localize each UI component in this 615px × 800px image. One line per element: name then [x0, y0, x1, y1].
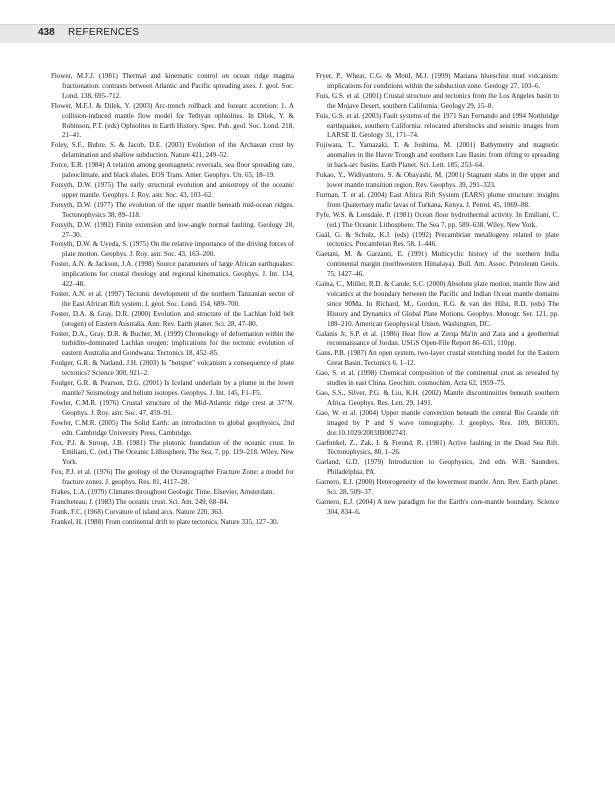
- reference-entry: Frank, F.C. (1968) Curvature of island arcs. Nature 220, 363.: [51, 507, 224, 516]
- reference-entry: Francheteau, J. (1983) The oceanic crust. Sci. Am. 249, 68–84.: [51, 497, 229, 506]
- reference-entry: Frankel, H. (1988) From continental drift to plate tectonics. Nature 335, 127–30.: [51, 517, 279, 526]
- reference-entry: Gao, S.S., Silver, P.G. & Liu, K.H. (2002) Mantle discontinuities beneath southern Africa. Geophys. Res. Lett. 29, 1491.: [316, 389, 559, 407]
- reference-entry: Garfunkel, Z., Zak, I. & Freund, R. (1981) Active faulting in the Dead Sea Rift. Tectonophysics, 80, 1–26.: [316, 438, 559, 457]
- reference-entry: Fox, P.J. et al. (1976) The geology of the Oceanographer Fracture Zone: a model for fracture zones. J. geophys. Res. 81, 4117–28.: [51, 468, 294, 487]
- reference-entry: Frakes, L.A. (1979) Climates throughout Geologic Time. Elsevier, Amsterdam.: [51, 488, 275, 497]
- reference-entry: Galanis Jr, S.P. et al. (1986) Heat flow at Zerqa Ma'in and Zara and a geothermal reconnaissance of Jordan. USGS Open-File Report 86–631, 110pp.: [316, 329, 559, 348]
- reference-entry: Foster, D.A. & Gray, D.R. (2000) Evolution and structure of the Lachlan fold belt (orogen) of Eastern Australia. Ann. Rev. Earth planet. Sci. 28, 47–80.: [51, 309, 294, 328]
- reference-entry: Fukao, Y., Widiyantoro, S. & Obayashi, M. (2001) Stagnant slabs in the upper and lower mantle transition region. Rev. Geophys. 39, 291–323.: [316, 171, 559, 189]
- references-right-column: [316, 72, 559, 518]
- reference-entry: Garnero, E.J. (2000) Heterogeneity of the lowermost mantle. Ann. Rev. Earth planet. Sci. 28, 509–37.: [316, 478, 559, 497]
- reference-entry: Garnero, E.J. (2004) A new paradigm for the Earth's core-mantle boundary. Science 304, 834–6.: [316, 497, 559, 516]
- reference-entry: Flower, M.F.J. & Dilek, Y. (2003) Arc-trench rollback and forearc accretion: 1. A collision-induced mantle flow model for Tethyan ophiolites. In Dilek, Y. & Robinson, P.T. (eds) Ophiolites in Earth History. Spec. Pub. geol. Soc. Lond. 218, 21–41.: [51, 101, 294, 140]
- references-left-column: [51, 72, 294, 528]
- reference-entry: Force, E.R. (1984) A relation among geomagnetic reversals, sea floor spreading rate, paleoclimate, and black shales. EOS Trans. Amer. Geophys. Un. 65, 18–19.: [51, 161, 294, 180]
- reference-entry: Gaetani, M. & Garzanti, E. (1991) Multicyclic history of the northern India continental margin (northwestern Himalaya). Bull. Am. Assoc. Petroleum Geols. 75, 1427–46.: [316, 250, 559, 279]
- reference-entry: Fyfe, W.S. & Lonsdale, P. (1981) Ocean floor hydrothermal activity. In Emiliani, C. (ed.) The Oceanic Lithosphere, The Sea 7, pp. 589–638. Wiley, New York.: [316, 210, 559, 229]
- reference-entry: Fryer, P., Wheat, C.G. & Mottl, M.J. (1999) Mariana blueschist mud volcanism: implications for conditions within the subduction zone. Geology 27, 103–6.: [316, 72, 559, 90]
- reference-entry: Forsyth, D.W. & Uyeda, S. (1975) On the relative importance of the driving forces of plate motion. Geophys. J. Roy. astr. Soc. 43, 163–200.: [51, 240, 294, 259]
- reference-entry: Foley, S.F., Buhre, S. & Jacob, D.E. (2003) Evolution of the Archaean crust by delamination and shallow subduction. Nature 421, 249–52.: [51, 141, 294, 160]
- reference-entry: Fujiwara, T., Yamazaki, T. & Joshima, M. (2001) Bathymetry and magnetic anomalies in the Havre Trough and southern Lau Basin: from rifting to spreading in back-arc basins. Earth Planet. Sci. Lett. 185, 253–64.: [316, 141, 559, 170]
- reference-entry: Foulger, G.R. & Natland, J.H. (2003) Is "hotspot" volcanism a consequence of plate tectonics? Science 300, 921–2.: [51, 359, 294, 378]
- reference-entry: Forsyth, D.W. (1975) The early structural evolution and anisotropy of the oceanic upper mantle. Geophys. J. Roy. astr. Soc. 43, 103–62.: [51, 180, 294, 199]
- reference-entry: Fowler, C.M.R. (2005) The Solid Earth: an introduction to global geophysics, 2nd edn. Cambridge University Press, Cambridge.: [51, 418, 294, 437]
- page-number: 438: [38, 27, 55, 38]
- reference-entry: Gans, P.B. (1987) An open system, two-layer crustal stretching model for the Eastern Great Basin. Tectonics 6, 1–12.: [316, 349, 559, 368]
- section-title: REFERENCES: [68, 27, 140, 38]
- reference-entry: Gao, S. et al. (1998) Chemical composition of the continental crust as revealed by studies in east China. Geochim. cosmochim. Acta 62, 1959–75.: [316, 369, 559, 388]
- reference-entry: Fox, P.J. & Stroup, J.B. (1981) The plutonic foundation of the oceanic crust. In Emiliani, C. (ed.) The Oceanic Lithosphere, The Sea, 7, pp. 119–218. Wiley, New York.: [51, 438, 294, 467]
- reference-entry: Foster, A.N. et al. (1997) Tectonic development of the northern Tanzanian sector of the East African Rift system. J. geol. Soc. Lond. 154, 689–700.: [51, 289, 294, 308]
- reference-entry: Fuis, G.S. et al. (2003) Fault systems of the 1971 San Fernando and 1994 Northridge earthquakes, southern California: relocated aftershocks and seismic images from LARSE II. Geology 31, 171–74.: [316, 111, 559, 140]
- reference-entry: Gaina, C., Müller, R.D. & Cande, S.C. (2000) Absolute plate motion, mantle flow and volcanics at the boundary between the Pacific and Indian Ocean mantle domains since 90Ma. In Richard, M., Gordon, R.G. & van der Hilst, R.D. (eds) The History and Dynamics of Global Plate Motions. Geophys. Monogr. Ser. 121, pp. 189–210. American Geophysical Union, Washington, DC.: [316, 280, 559, 328]
- reference-entry: Forsyth, D.W. (1992) Finite extension and low-angle normal faulting. Geology 20, 27–30.: [51, 220, 294, 239]
- reference-entry: Foster, D.A., Gray, D.R. & Bucher, M. (1999) Chronology of deformation within the turbidite-dominated Lachlan orogen: implications for the tectonic evolution of eastern Australia and Gondwana. Tectonics 18, 452–85.: [51, 329, 294, 358]
- reference-entry: Forsyth, D.W. (1977) The evolution of the upper mantle beneath mid-ocean ridges. Tectonophysics 38, 89–118.: [51, 200, 294, 219]
- reference-entry: Foster, A.N. & Jackson, J.A. (1998) Source parameters of large African earthquakes: implications for crustal rheology and regional kinematics. Geophys. J. Int. 134, 422–48.: [51, 260, 294, 289]
- reference-entry: Gaál, G. & Schulz, K.J. (eds) (1992) Precambrian metallogeny related to plate tectonics. Precambrian Res. 58, 1–446.: [316, 230, 559, 249]
- reference-entry: Garland, G.D. (1979) Introduction to Geophysics, 2nd edn. W.B. Saunders, Philadelphia, PA.: [316, 458, 559, 477]
- reference-entry: Fowler, C.M.R. (1976) Crustal structure of the Mid-Atlantic ridge crest at 37°N. Geophys. J. Roy. astr. Soc. 47, 459–91.: [51, 398, 294, 417]
- reference-entry: Fuis, G.S. et al. (2001) Crustal structure and tectonics from the Los Angeles basin to the Mojave Desert, southern California. Geology 29, 15–8.: [316, 91, 559, 110]
- reference-entry: Foulger, G.R. & Pearson, D.G. (2001) Is Iceland underlain by a plume in the lower mantle? Seismology and helium isotopes. Geophys. J. Int. 145, F1–F5.: [51, 379, 294, 397]
- reference-entry: Furman, T. et al. (2004) East Africa Rift System (EARS) plume structure: insights from Quaternary mafic lavas of Turkana, Kenya. J. Petrol. 45, 1069–88.: [316, 190, 559, 209]
- reference-entry: Gao, W. et al. (2004) Upper mantle convection beneath the central Rio Grande rift imaged by P and S wave tomography. J. geophys. Res. 109, B03305, doi:10.1029/2003JB002743.: [316, 408, 559, 437]
- reference-entry: Flower, M.F.J. (1981) Thermal and kinematic control on ocean ridge magma fractionation: contrasts between Atlantic and Pacific spreading axes. J. geol. Soc. Lond. 138, 695–712.: [51, 72, 294, 100]
